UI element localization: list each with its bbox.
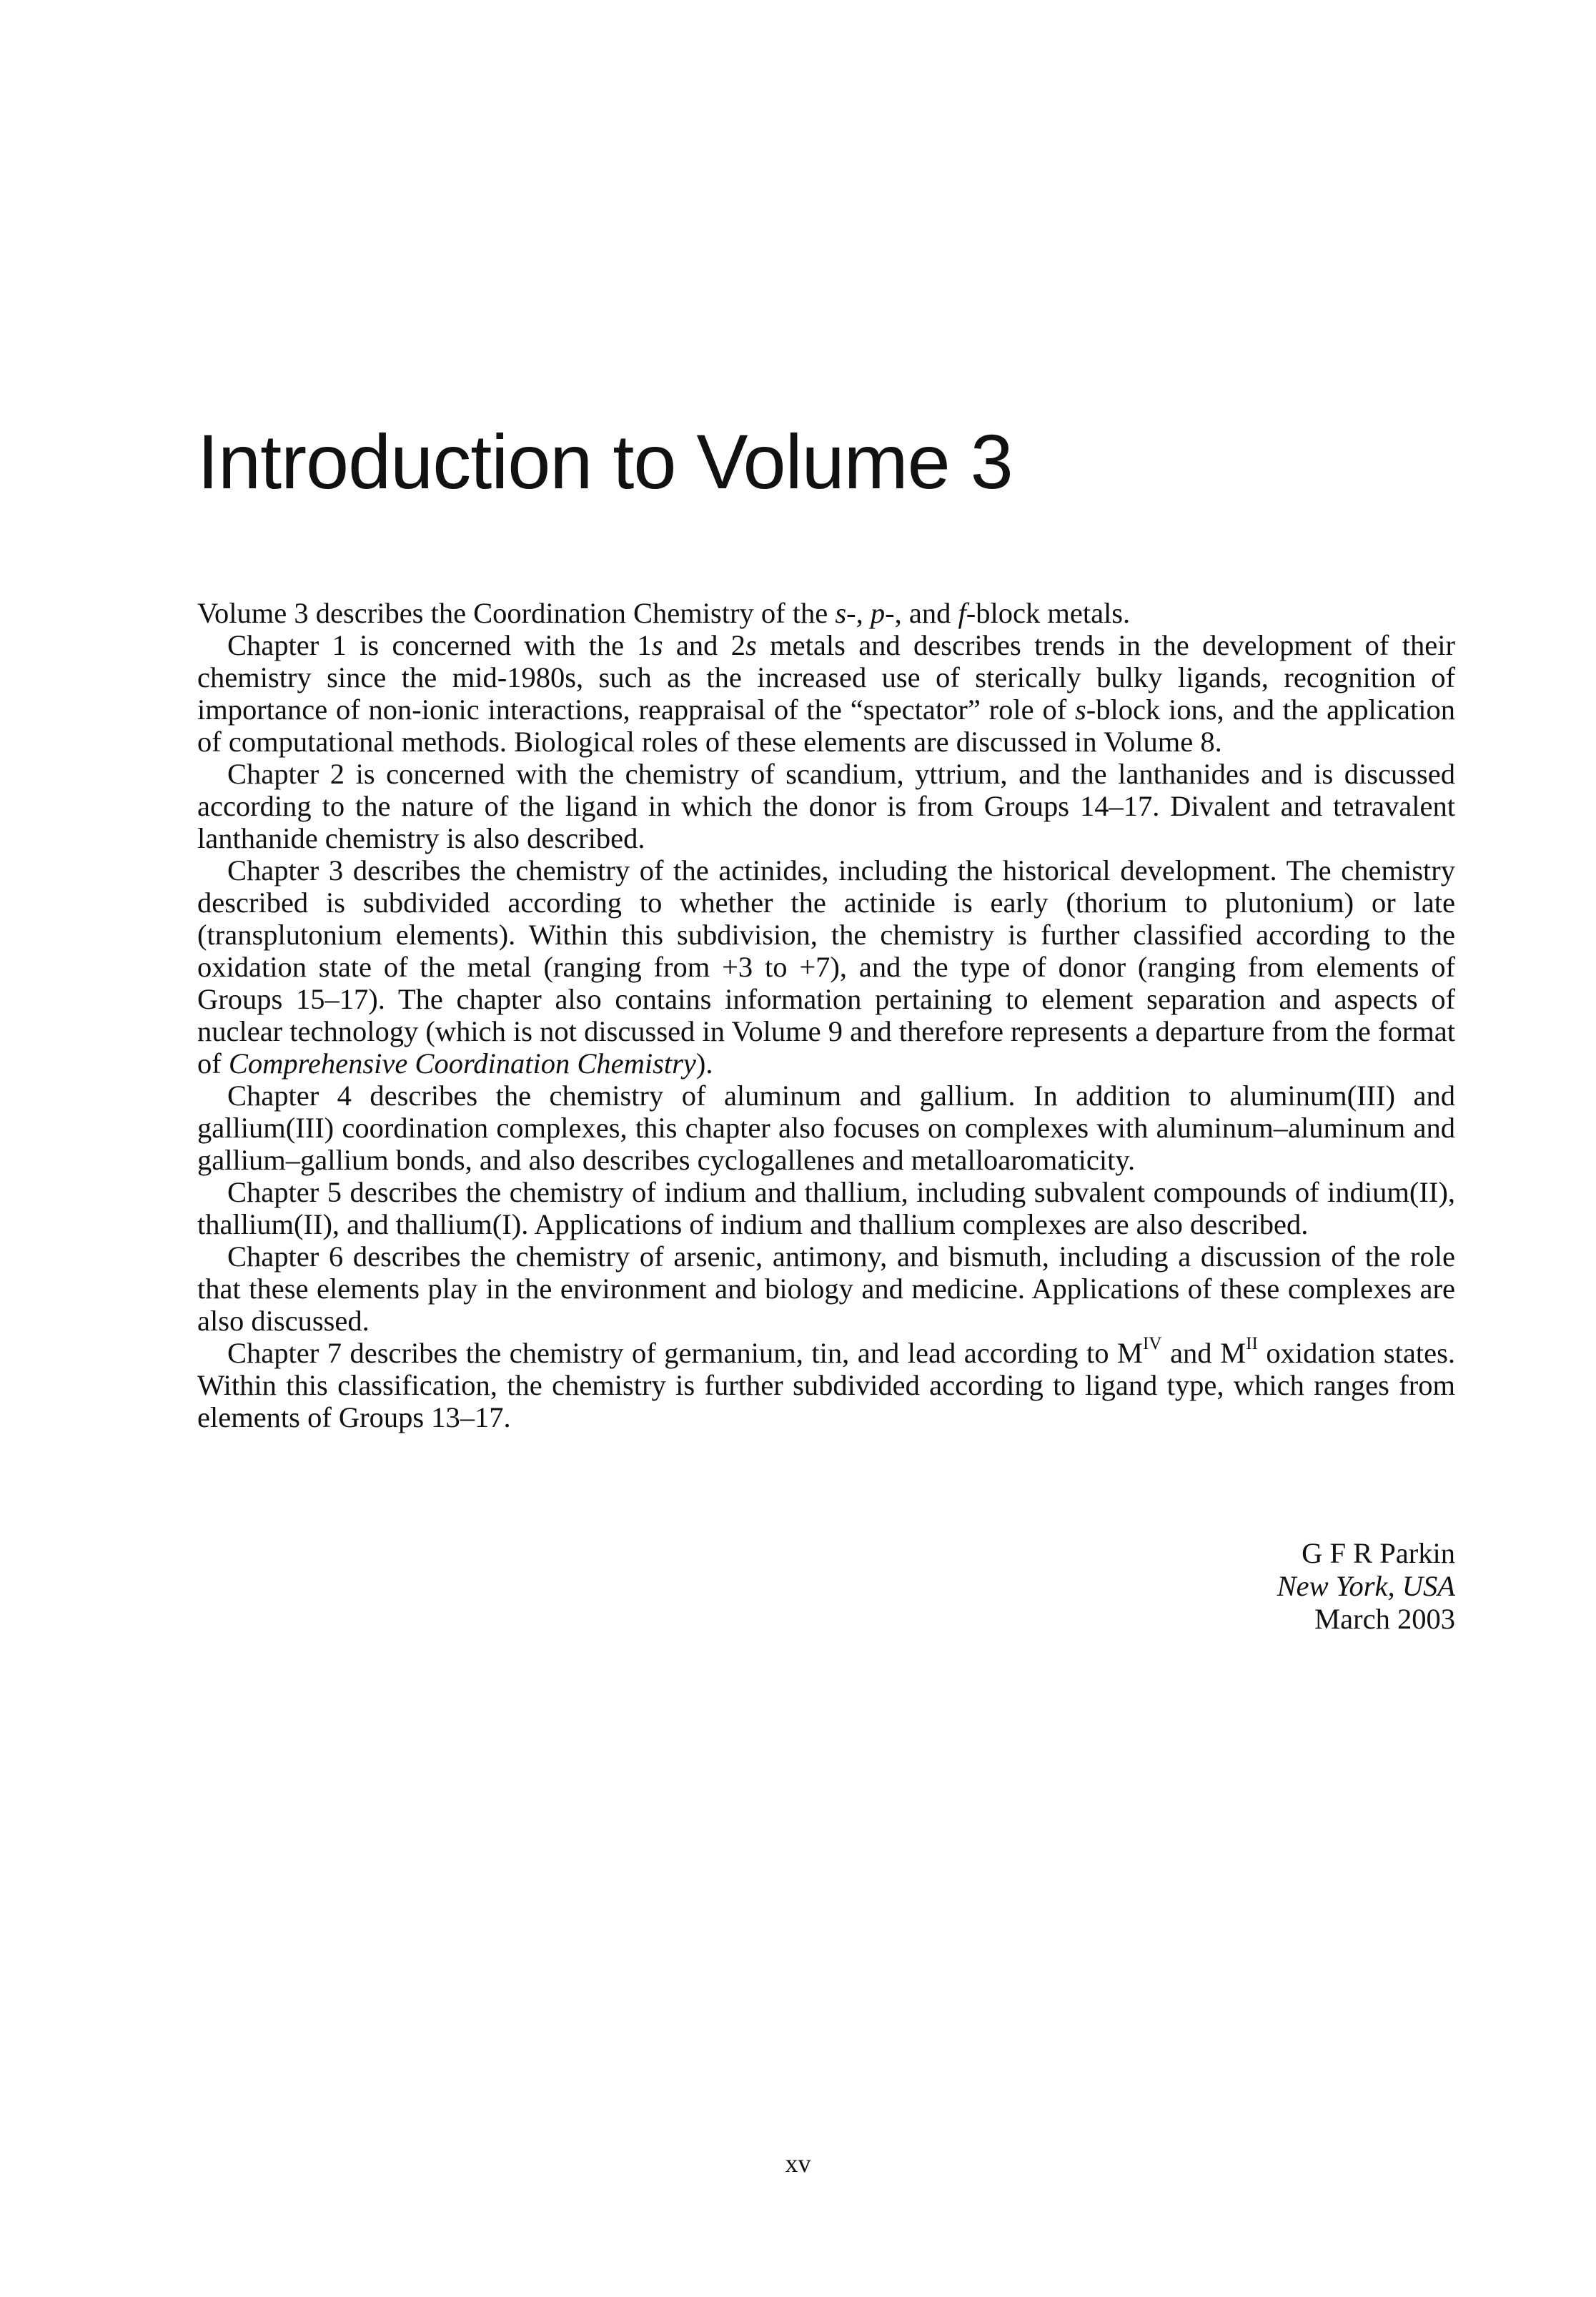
paragraph-chapter-5: Chapter 5 describes the chemistry of indium and thallium, including subvalent compounds of indium(II), thallium(II), and thallium(I). Applications of indium and thallium complexes are also described.	[197, 1176, 1455, 1240]
author-name: G F R Parkin	[1302, 1537, 1455, 1569]
paragraph-chapter-6: Chapter 6 describes the chemistry of arsenic, antimony, and bismuth, including a discussion of the role that these elements play in the environment and biology and medicine. Applications of these complexes are also discussed.	[197, 1240, 1455, 1337]
page-number: xv	[785, 2149, 811, 2178]
page-title: Introduction to Volume 3	[197, 418, 1013, 505]
paragraph-chapter-4: Chapter 4 describes the chemistry of aluminum and gallium. In addition to aluminum(III) and gallium(III) coordination complexes, this chapter also focuses on complexes with aluminum–aluminum and gallium–gallium bonds, and also describes cyclogallenes and metalloaromaticity.	[197, 1080, 1455, 1176]
signature-block	[1277, 1537, 1455, 1636]
author-location: New York, USA	[1277, 1570, 1455, 1602]
introduction-body	[197, 597, 1455, 1433]
paragraph-chapter-1: Chapter 1 is concerned with the 1s and 2s metals and describes trends in the development of their chemistry since the mid-1980s, such as the increased use of sterically bulky ligands, recognition of importance of non-ionic interactions, reappraisal of the “spectator” role of s-block ions, and the application of computational methods. Biological roles of these elements are discussed in Volume 8.	[197, 629, 1456, 758]
paragraph-chapter-7: Chapter 7 describes the chemistry of germanium, tin, and lead according to $M^{IV}$ and $M^{II}$ oxidation states. Within this classification, the chemistry is further subdivided according to ligand type, which ranges from elements of Groups 13–17.	[197, 1334, 1455, 1433]
paragraph-chapter-2: Chapter 2 is concerned with the chemistry of scandium, yttrium, and the lanthanides and is discussed according to the nature of the ligand in which the donor is from Groups 14–17. Divalent and tetravalent lanthanide chemistry is also described.	[197, 758, 1455, 854]
signature-date: March 2003	[1314, 1603, 1455, 1635]
paragraph-volume-overview: Volume 3 describes the Coordination Chemistry of the s-, p-, and f-block metals.	[197, 597, 1131, 629]
paragraph-chapter-3: Chapter 3 describes the chemistry of the actinides, including the historical development. The chemistry described is subdivided according to whether the actinide is early (thorium to plutonium) or late (transplutonium elements). Within this subdivision, the chemistry is further classified according to the oxidation state of the metal (ranging from +3 to +7), and the type of donor (ranging from elements of Groups 15–17). The chapter also contains information pertaining to element separation and aspects of nuclear technology (which is not discussed in Volume 9 and therefore represents a departure from the format of Comprehensive Coordination Chemistry).	[197, 854, 1455, 1080]
